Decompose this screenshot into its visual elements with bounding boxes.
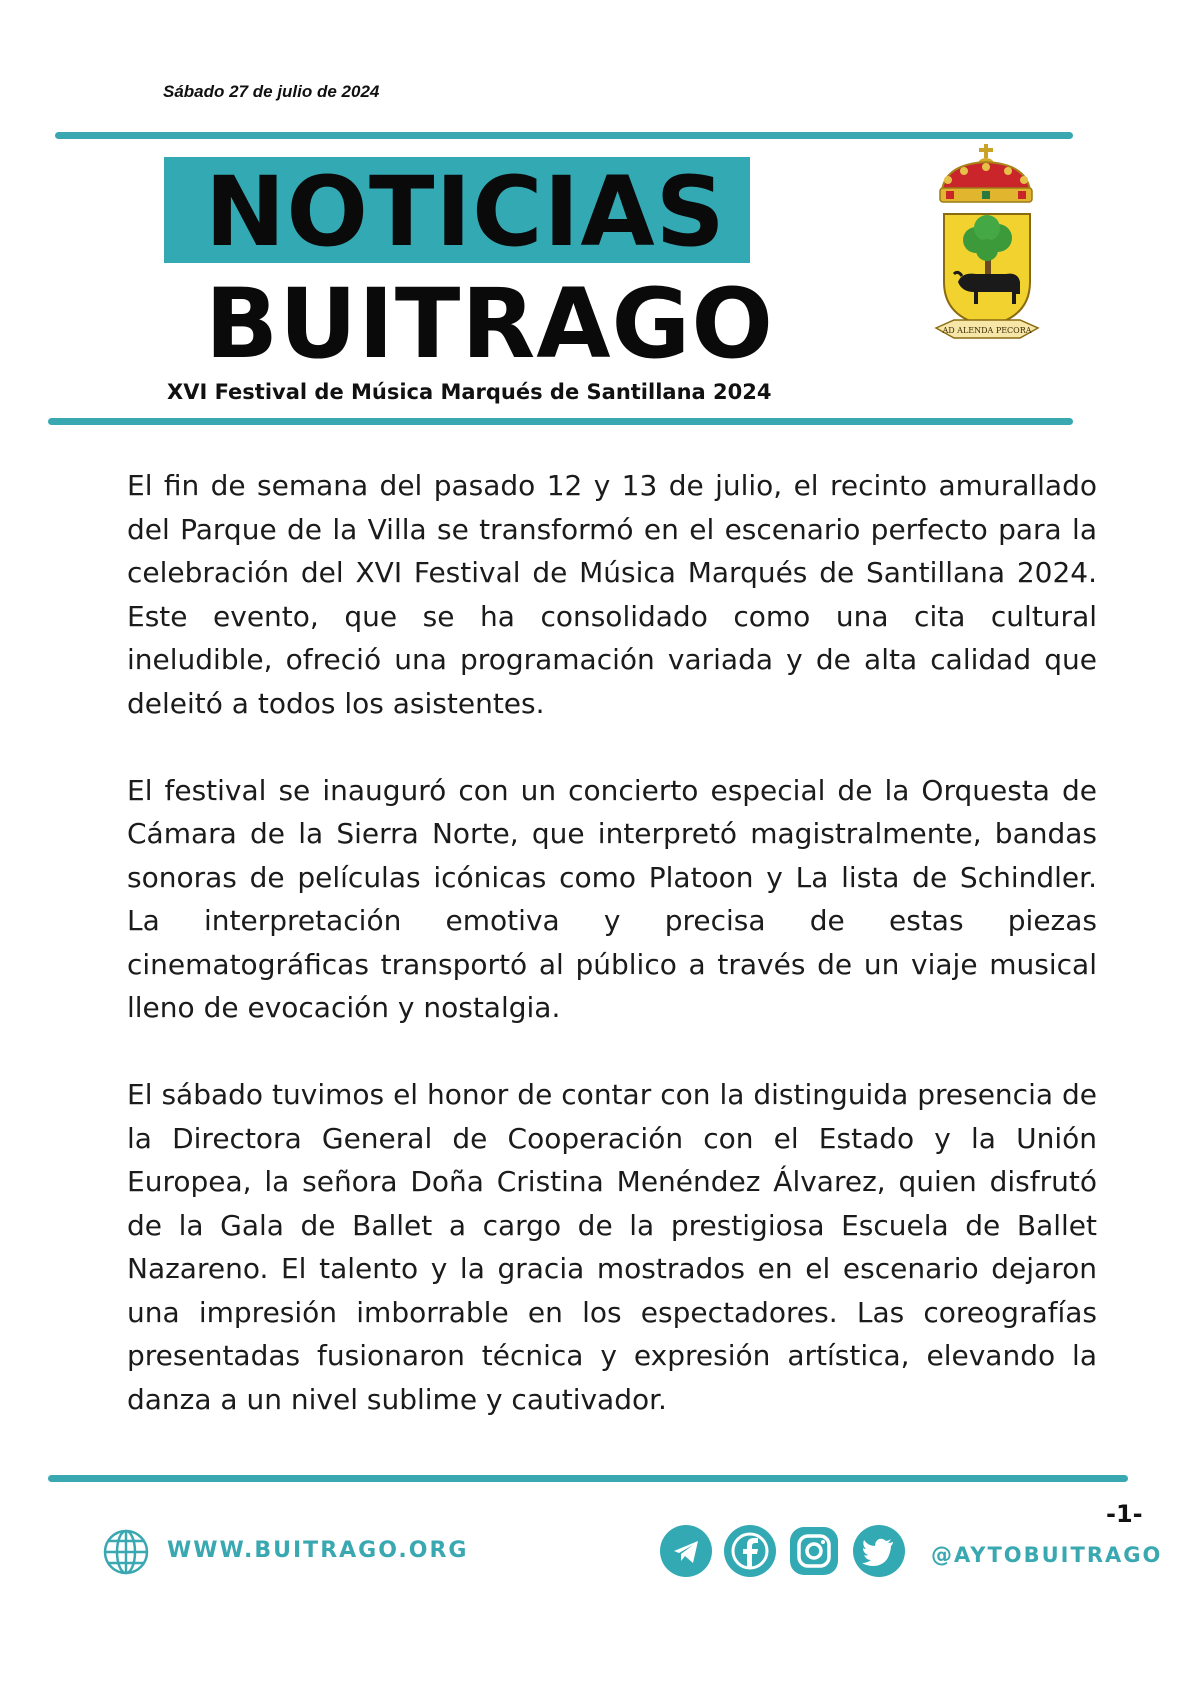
article-body	[127, 464, 1097, 1465]
issue-date: Sábado 27 de julio de 2024	[163, 82, 380, 101]
masthead-title-line1: NOTICIAS	[205, 156, 726, 268]
top-divider	[55, 132, 1073, 139]
twitter-icon[interactable]	[853, 1525, 905, 1577]
article-headline: XVI Festival de Música Marqués de Santillana 2024	[167, 380, 772, 404]
telegram-icon[interactable]	[660, 1525, 712, 1577]
instagram-icon[interactable]	[788, 1525, 840, 1577]
article-paragraph-3: El sábado tuvimos el honor de contar con la distinguida presencia de la Directora General de Cooperación con el Estado y la Unión Europea, la señora Doña Cristina Menéndez Álvarez, quien disfrutó de la Gala de Ballet a cargo de la prestigiosa Escuela de Ballet Nazareno. El talento y la gracia mostrados en el escenario dejaron una impresión imborrable en los espectadores. Las coreografías presentadas fusionaron técnica y expresión artística, elevando la danza a un nivel sublime y cautivador.	[127, 1078, 1097, 1416]
website-link[interactable]: WWW.BUITRAGO.ORG	[167, 1538, 469, 1563]
globe-icon	[102, 1528, 150, 1576]
footer-divider	[48, 1475, 1128, 1482]
page-number: -1-	[1106, 1500, 1143, 1528]
article-paragraph-2: El festival se inauguró con un concierto especial de la Orquesta de Cámara de la Sierra Norte, que interpretó magistralmente, bandas sonoras de películas icónicas como Platoon y La lista de Schindler. La interpretación emotiva y precisa de estas piezas cinematográficas transportó al público a través de un viaje musical lleno de evocación y nostalgia.	[127, 773, 1097, 1024]
crest-motto: AD ALENDA PECORA	[942, 326, 1032, 335]
municipal-crest-icon	[932, 142, 1042, 347]
article-paragraph-1: El fin de semana del pasado 12 y 13 de julio, el recinto amurallado del Parque de la Villa se transformó en el escenario perfecto para la celebración del XVI Festival de Música Marqués de Santillana 2024. Este evento, que se ha consolidado como una cita cultural ineludible, ofreció una programación variada y de alta calidad que deleitó a todos los asistentes.	[127, 469, 1097, 720]
facebook-icon[interactable]	[724, 1525, 776, 1577]
social-handle-link[interactable]: @AYTOBUITRAGO	[931, 1543, 1163, 1567]
masthead-title-line2: BUITRAGO	[205, 268, 774, 380]
header-divider	[48, 418, 1073, 425]
